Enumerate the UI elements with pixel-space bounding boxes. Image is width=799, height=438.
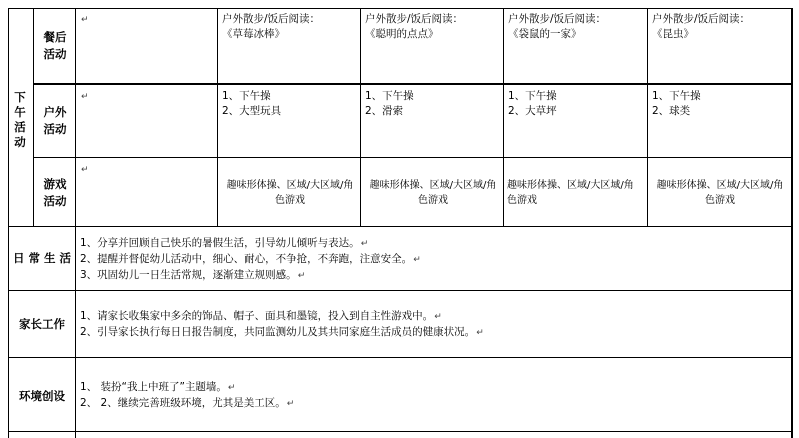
cell-after-meal-0: [80, 12, 210, 28]
environment-label: 环境创设: [19, 389, 65, 403]
daily-life-label: 日 常 生 活: [12, 251, 71, 265]
frame-top: [8, 8, 793, 9]
environment-item: [80, 396, 785, 412]
cell-game-4: 趣味形体操、区域/大区域/角 色游戏: [656, 180, 784, 206]
label-divider: [75, 8, 76, 438]
environment-content: [80, 380, 785, 412]
paragraph-mark: ↵: [476, 328, 484, 338]
daily-life-content: [80, 236, 785, 284]
cell-outdoor-4: 1、下午操 2、球类: [652, 90, 701, 117]
section-divider-1: [8, 226, 793, 227]
daily-life-item: [80, 252, 785, 268]
paragraph-mark: ↵: [413, 255, 421, 265]
row-label-text: 餐后活动: [43, 30, 67, 61]
day-divider-3: [503, 8, 504, 227]
row-label-text: 游戏活动: [43, 177, 67, 208]
cell-after-meal-4: 户外散步/饭后阅读： 《昆虫》: [652, 13, 751, 40]
section-divider-4: [8, 431, 793, 432]
environment-item-text: 1、 装扮“我上中班了”主题墙。: [80, 381, 227, 393]
cell-after-meal-2: 户外散步/饭后阅读： 《聪明的点点》: [365, 13, 464, 40]
daily-life-item-text: 3、巩固幼儿一日生活常规，逐渐建立规则感。: [80, 269, 297, 281]
cell-game-3: 趣味形体操、区域/大区域/角 色游戏: [507, 180, 634, 206]
cell-outdoor-2: 1、下午操 2、滑索: [365, 90, 414, 117]
paragraph-mark: ↵: [81, 15, 89, 25]
cell-game-2: 趣味形体操、区域/大区域/角 色游戏: [369, 180, 497, 206]
day-divider-4: [647, 8, 648, 227]
paragraph-mark: ↵: [81, 92, 89, 102]
daily-life-item: [80, 236, 785, 252]
cell-after-meal-3: 户外散步/饭后阅读： 《袋鼠的一家》: [508, 13, 607, 40]
parent-work-item-text: 1、请家长收集家中多余的饰品、帽子、面具和墨镜，投入到自主性游戏中。: [80, 310, 434, 322]
parent-work-item: [80, 309, 785, 325]
paragraph-mark: ↵: [297, 271, 306, 281]
parent-work-label: 家长工作: [19, 317, 65, 331]
parent-work-content: [80, 309, 785, 341]
row-label-outdoor: [36, 104, 74, 138]
environment-item-text: 2、 2、继续完善班级环境，尤其是美工区。: [80, 397, 286, 409]
group-divider: [33, 8, 34, 227]
afternoon-group-label: 下午活动: [14, 90, 26, 149]
row-label-after-meal: [36, 29, 74, 63]
cell-game-1: 趣味形体操、区域/大区域/角 色游戏: [226, 180, 354, 206]
parent-work-item: [80, 325, 785, 341]
section-divider-3: [8, 357, 793, 358]
daily-life-item-text: 1、分享并回顾自己快乐的暑假生活，引导幼儿倾听与表达。: [80, 237, 360, 249]
row-divider-1: [33, 83, 792, 85]
day-divider-1: [217, 8, 218, 227]
frame-left: [8, 8, 9, 438]
paragraph-mark: ↵: [81, 165, 89, 175]
cell-outdoor-3: 1、下午操 2、大草坪: [508, 90, 557, 117]
paragraph-mark: ↵: [286, 399, 295, 409]
cell-after-meal-1: 户外散步/饭后阅读： 《草莓冰棒》: [222, 13, 321, 40]
cell-game-0: [80, 162, 210, 178]
paragraph-mark: ↵: [434, 312, 442, 322]
section-divider-2: [8, 290, 793, 291]
cell-outdoor-0: [80, 89, 210, 105]
paragraph-mark: ↵: [360, 239, 369, 249]
environment-item: [80, 380, 785, 396]
day-divider-2: [360, 8, 361, 227]
row-label-text: 户外活动: [43, 105, 67, 136]
daily-life-item-text: 2、提醒并督促幼儿活动中，细心、耐心，不争抢，不奔跑，注意安全。: [80, 253, 413, 265]
daily-life-item: [80, 268, 785, 284]
paragraph-mark: ↵: [227, 383, 236, 393]
parent-work-item-text: 2、引导家长执行每日日报告制度，共同监测幼儿及其共同家庭生活成员的健康状况。: [80, 326, 476, 338]
row-divider-2: [33, 157, 792, 158]
frame-right: [791, 8, 793, 438]
cell-outdoor-1: 1、下午操 2、大型玩具: [222, 90, 282, 117]
row-label-game: [36, 176, 74, 210]
